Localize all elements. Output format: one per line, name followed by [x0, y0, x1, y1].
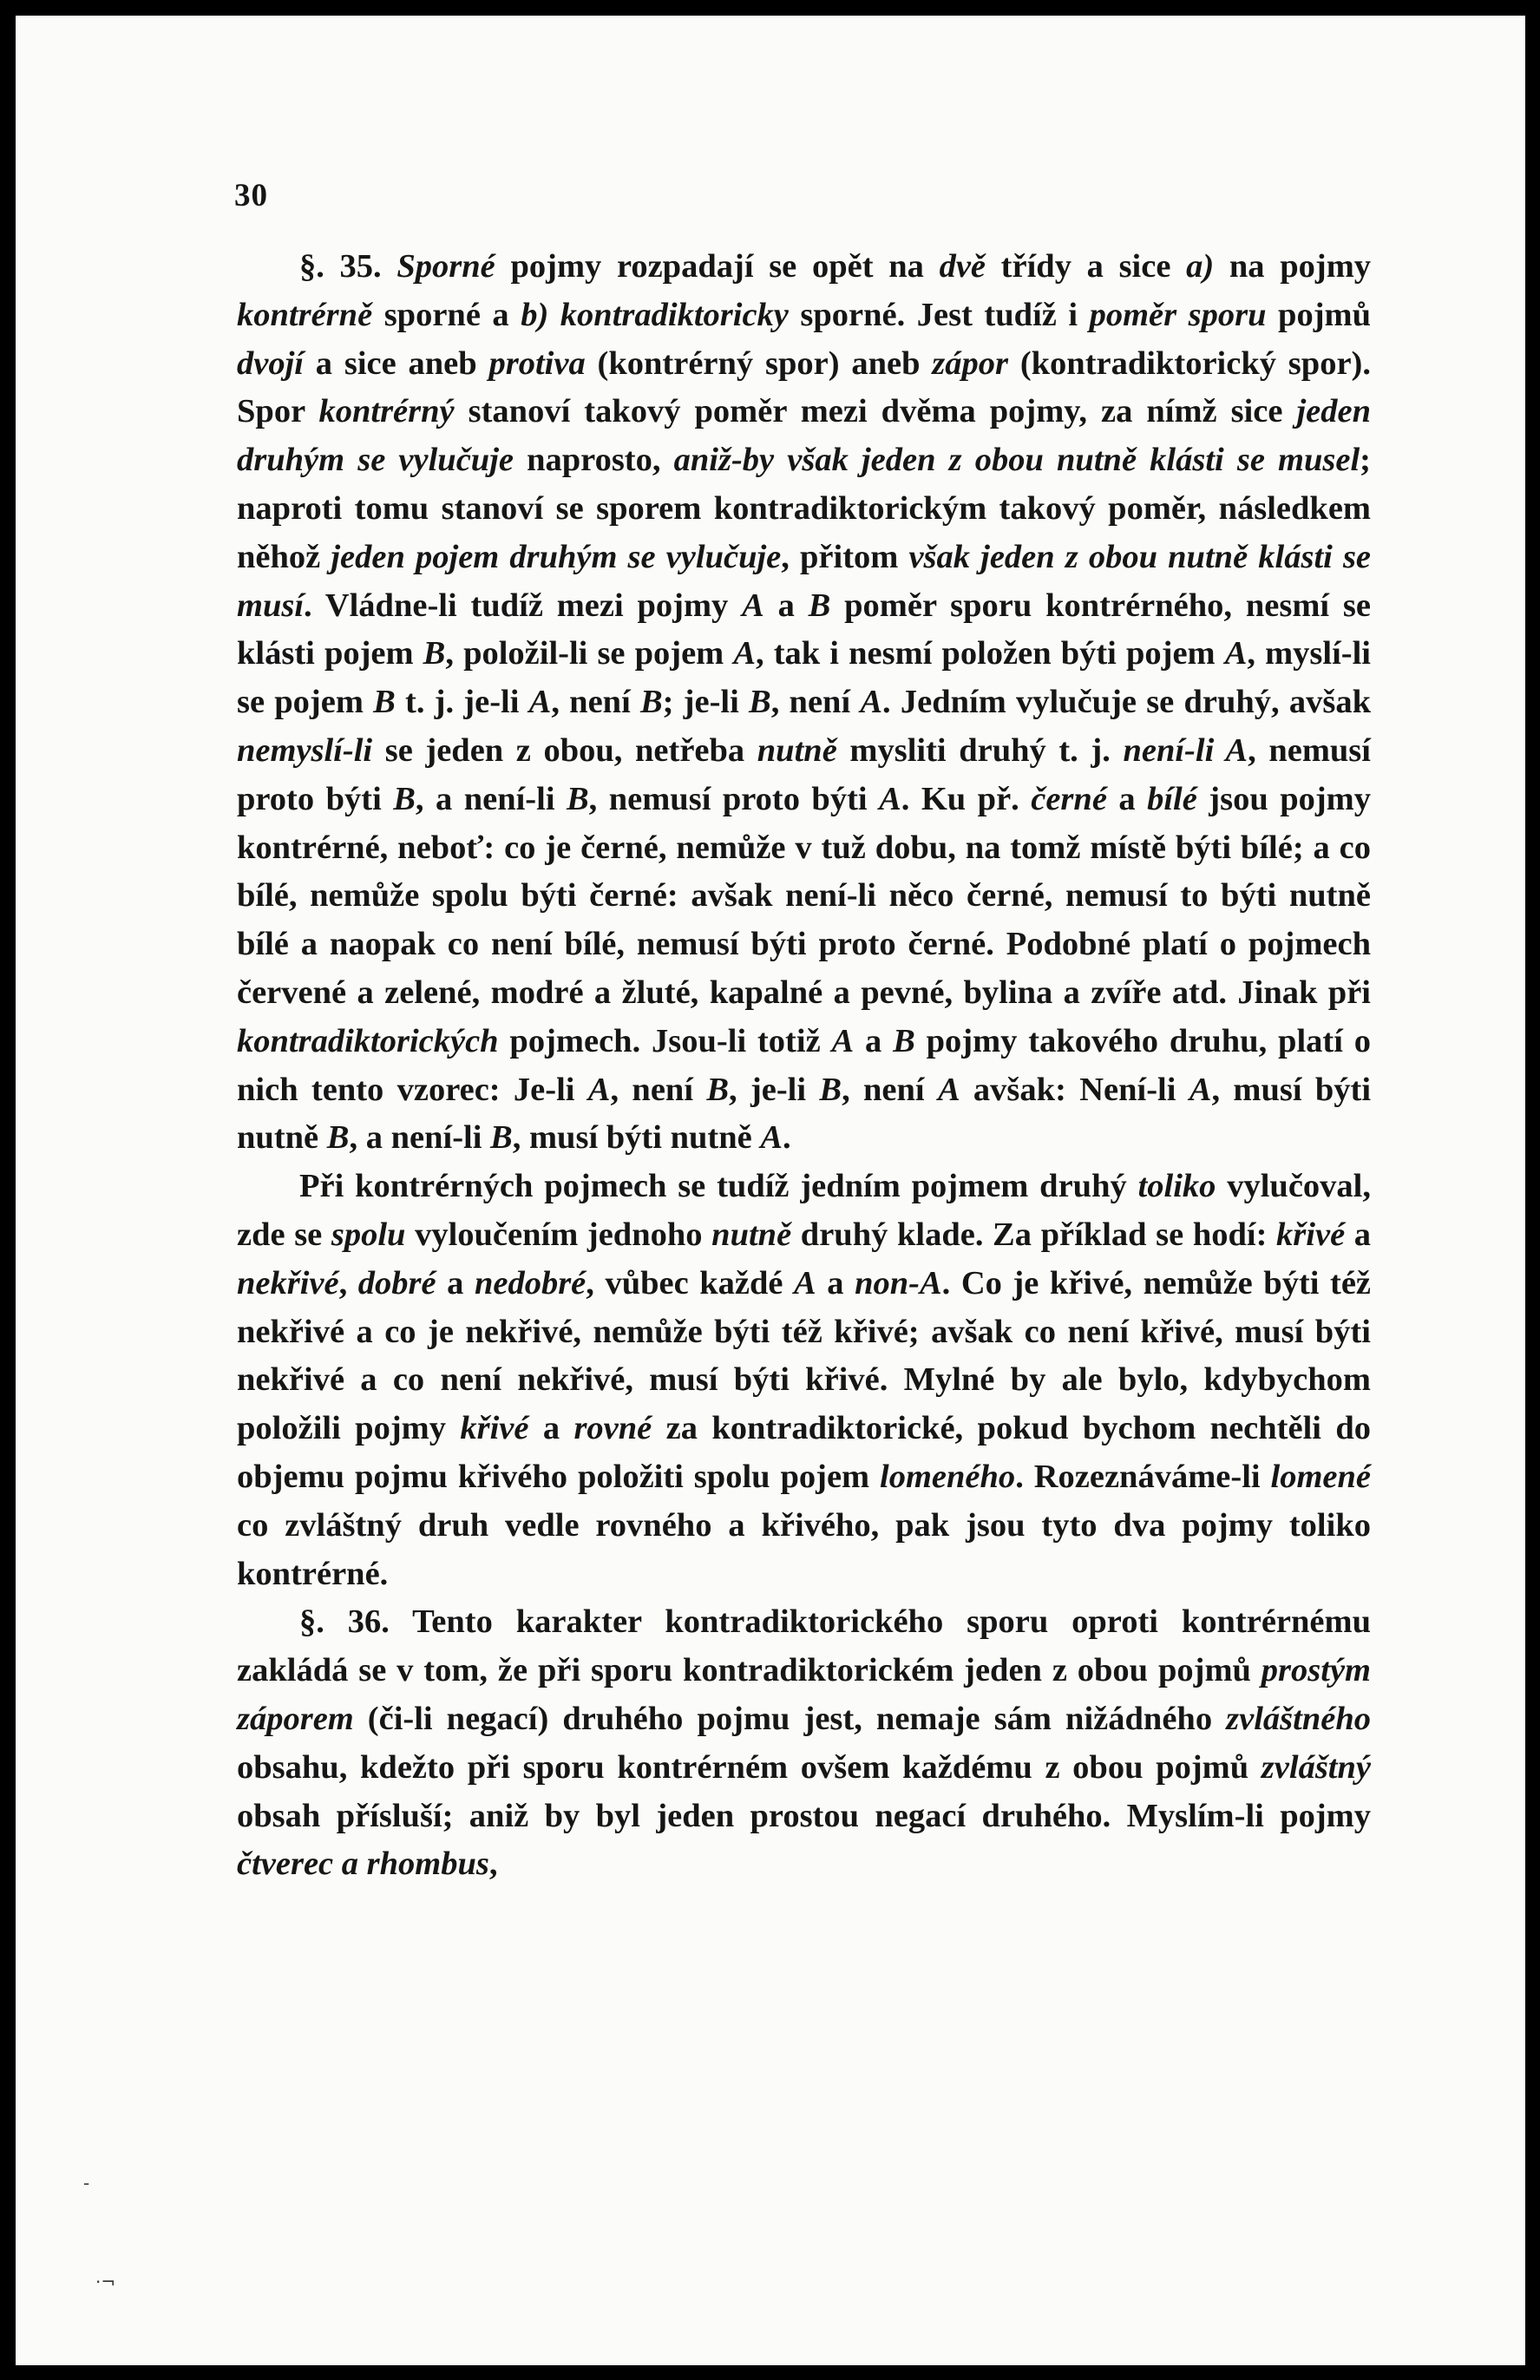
- text-run: obsahu, kdežto při sporu kontrérném ovšem každému z obou pojmů: [237, 1748, 1261, 1786]
- italic-run: B: [819, 1071, 842, 1108]
- italic-run: B: [893, 1022, 915, 1059]
- italic-run: non-A: [855, 1264, 942, 1301]
- text-run: jsou pojmy kontrérné, neboť: co je černé, nemůže v tuž dobu, na tomž místě býti bílé; a co bílé, nemůže spolu býti černé: avšak není-li něco černé, nemusí to býti nutně bílé a naopak co není bílé, nemusí býti proto černé. Podobné platí o pojmech červené a zelené, modré a žluté, kapalné a pevné, bylina a zvíře atd. Jinak při: [237, 780, 1372, 1011]
- italic-run: B: [423, 635, 446, 672]
- text-run: sporné. Jest tudíž i: [788, 296, 1090, 333]
- text-run: §. 35.: [299, 248, 397, 285]
- text-run: . Rozeznáváme-li: [1015, 1458, 1271, 1495]
- text-run: , není: [842, 1071, 938, 1108]
- italic-run: dvojí: [237, 344, 304, 382]
- text-run: . Jedním vylučuje se druhý, avšak: [882, 684, 1372, 721]
- text-run: , není: [770, 684, 861, 721]
- italic-run: nutně: [711, 1216, 792, 1253]
- text-run: , vůbec každé: [586, 1264, 795, 1301]
- italic-run: dvě: [939, 248, 986, 285]
- italic-run: prostým záporem: [237, 1652, 1371, 1737]
- italic-run: B: [490, 1119, 513, 1157]
- italic-run: A: [587, 1071, 611, 1108]
- italic-run: B: [566, 780, 589, 817]
- text-run: vylučoval, zde se: [237, 1168, 1371, 1253]
- text-run: pojmy rozpadají se opět na: [495, 248, 940, 285]
- italic-run: b): [521, 296, 549, 333]
- italic-run: B: [808, 587, 831, 624]
- text-run: avšak: Není-li: [960, 1071, 1189, 1108]
- text-run: Při kontrérných pojmech se tudíž jedním pojmem druhý: [299, 1168, 1138, 1205]
- page-speck: -: [83, 2173, 90, 2193]
- text-run: (či-li negací) druhého pojmu jest, nemaje sám nižádného: [353, 1700, 1227, 1737]
- text-run: . Co je křivé, nemůže býti též nekřivé a co je nekřivé, nemůže býti též křivé; avšak co není křivé, musí býti nekřivé a co není nekřivé, musí býti křivé. Mylné by ale bylo, kdybychom položili pojmy: [237, 1264, 1372, 1447]
- italic-run: černé: [1031, 780, 1107, 817]
- italic-run: poměr sporu: [1089, 296, 1267, 333]
- italic-run: A: [794, 1264, 816, 1301]
- italic-run: kontradiktoricky: [560, 296, 789, 333]
- text-run: a: [816, 1264, 855, 1301]
- italic-run: křivé: [460, 1410, 529, 1447]
- italic-run: A: [1224, 635, 1248, 672]
- text-run: , musí býti nutně: [237, 1071, 1372, 1157]
- paragraph-contrary-concepts: [237, 1163, 1371, 1598]
- text-run: , myslí-li se pojem: [237, 635, 1371, 721]
- text-run: na pojmy: [1214, 248, 1372, 285]
- text-run: , nemusí proto býti: [237, 731, 1371, 817]
- text-run: co zvláštný druh vedle rovného a křivého, pak jsou tyto dva pojmy toliko kontrérné.: [237, 1506, 1371, 1592]
- text-run: obsah přísluší; aniž by byl jeden prostou negací druhého. Myslím-li pojmy: [237, 1797, 1371, 1834]
- text-run: [548, 297, 560, 333]
- text-run: ,: [338, 1264, 358, 1301]
- paragraph-section-36: [237, 1598, 1371, 1889]
- text-run: poměr sporu kontrérného, nesmí se klásti pojem: [237, 587, 1372, 672]
- text-run: a: [1345, 1216, 1372, 1253]
- text-run: , tak i nesmí položen býti pojem: [756, 635, 1225, 672]
- text-run: (kontrérný spor) aneb: [585, 344, 933, 382]
- italic-run: dobré: [357, 1264, 436, 1301]
- italic-run: protiva: [488, 344, 586, 382]
- text-run: pojmů: [1266, 296, 1371, 333]
- text-run: a: [854, 1022, 894, 1059]
- text-run: ,: [488, 1846, 498, 1883]
- text-run: ; je-li: [662, 684, 750, 721]
- italic-run: kontradiktorických: [237, 1022, 499, 1059]
- italic-run: A: [1189, 1071, 1212, 1108]
- italic-run: nemyslí-li: [237, 731, 373, 769]
- text-run: , je-li: [729, 1071, 820, 1108]
- italic-run: lomené: [1270, 1458, 1371, 1495]
- italic-run: A: [760, 1119, 783, 1157]
- italic-run: kontrérný: [318, 393, 455, 430]
- text-run: . Vládne-li tudíž mezi pojmy: [304, 587, 743, 624]
- text-run: , a není-li: [415, 780, 567, 817]
- text-run: sporné a: [372, 296, 521, 333]
- text-run: §. 36. Tento karakter kontradiktorického sporu oproti kontrérnému zakládá se v tom, že při sporu kontradiktorickém jeden z obou pojmů: [237, 1603, 1371, 1689]
- italic-run: A: [733, 635, 757, 672]
- italic-run: jeden druhým se vylučuje: [237, 393, 1372, 479]
- body-text: [237, 243, 1371, 1889]
- text-run: . Ku př.: [901, 780, 1032, 817]
- italic-run: nutně: [757, 731, 837, 769]
- italic-run: čtverec a rhombus: [237, 1846, 489, 1883]
- text-run: a sice aneb: [303, 344, 489, 382]
- text-run: pojmech. Jsou-li totiž: [498, 1022, 832, 1059]
- text-run: vyloučením jednoho: [405, 1216, 712, 1253]
- italic-run: Sporné: [396, 248, 495, 285]
- italic-run: spolu: [331, 1216, 406, 1253]
- italic-run: lomeného: [880, 1458, 1016, 1495]
- text-run: , položil-li se pojem: [445, 635, 734, 672]
- text-run: za kontradiktorické, pokud bychom nechtěli do objemu pojmu křivého položiti spolu pojem: [237, 1410, 1372, 1495]
- text-run: , a není-li: [349, 1119, 491, 1157]
- italic-run: B: [326, 1119, 350, 1157]
- text-run: , musí býti nutně: [512, 1119, 761, 1157]
- italic-run: A: [879, 780, 901, 817]
- book-page: [16, 16, 1525, 2365]
- text-run: t. j. je-li: [395, 684, 529, 721]
- italic-run: A: [528, 684, 552, 721]
- italic-run: nedobré: [474, 1264, 587, 1301]
- page-number: 30: [234, 178, 268, 213]
- italic-run: kontrérně: [237, 296, 373, 333]
- text-run: se jeden z obou, netřeba: [372, 731, 757, 769]
- italic-run: aniž-by však jeden z obou nutně klásti se musel: [673, 442, 1360, 479]
- text-run: .: [783, 1119, 791, 1157]
- italic-run: jeden pojem druhým se vylučuje: [331, 538, 782, 575]
- text-run: pojmy takového druhu, platí o nich tento vzorec: Je-li: [237, 1022, 1371, 1108]
- italic-run: není-li A: [1123, 731, 1248, 769]
- italic-run: křivé: [1276, 1216, 1346, 1253]
- italic-run: B: [706, 1071, 730, 1108]
- text-run: , není: [551, 684, 640, 721]
- italic-run: B: [393, 780, 416, 817]
- text-run: a: [1106, 780, 1148, 817]
- text-run: druhý klade. Za příklad se hodí:: [791, 1216, 1277, 1253]
- text-run: , přitom: [781, 538, 909, 575]
- italic-run: B: [639, 684, 663, 721]
- text-run: ; naproti tomu stanoví se sporem kontradiktorickým takový poměr, následkem něhož: [237, 442, 1371, 575]
- italic-run: A: [831, 1022, 855, 1059]
- italic-run: však jeden z obou nutně klásti se musí: [237, 538, 1372, 624]
- italic-run: nekřivé: [237, 1264, 339, 1301]
- italic-run: zvláštný: [1261, 1748, 1371, 1786]
- text-run: a: [763, 587, 809, 624]
- text-run: mysliti druhý t. j.: [836, 731, 1124, 769]
- italic-run: zápor: [932, 344, 1009, 382]
- italic-run: a): [1186, 248, 1215, 285]
- italic-run: toliko: [1137, 1168, 1216, 1205]
- page-speck: ·¬: [95, 2272, 116, 2292]
- italic-run: bílé: [1147, 780, 1197, 817]
- text-run: , nemusí proto býti: [588, 780, 880, 817]
- paragraph-section-35: [237, 243, 1371, 1163]
- italic-run: A: [860, 684, 883, 721]
- italic-run: B: [749, 684, 771, 721]
- text-run: a: [528, 1410, 574, 1447]
- text-run: (kontradiktorický spor). Spor: [237, 344, 1371, 430]
- text-run: a: [436, 1264, 475, 1301]
- italic-run: A: [742, 587, 764, 624]
- italic-run: A: [937, 1071, 960, 1108]
- text-run: třídy a sice: [986, 248, 1187, 285]
- text-run: naprosto,: [513, 442, 674, 479]
- italic-run: rovné: [573, 1410, 652, 1447]
- text-run: , není: [610, 1071, 707, 1108]
- italic-run: B: [373, 684, 396, 721]
- italic-run: zvláštného: [1226, 1700, 1371, 1737]
- text-run: stanoví takový poměr mezi dvěma pojmy, za nímž sice: [454, 393, 1297, 430]
